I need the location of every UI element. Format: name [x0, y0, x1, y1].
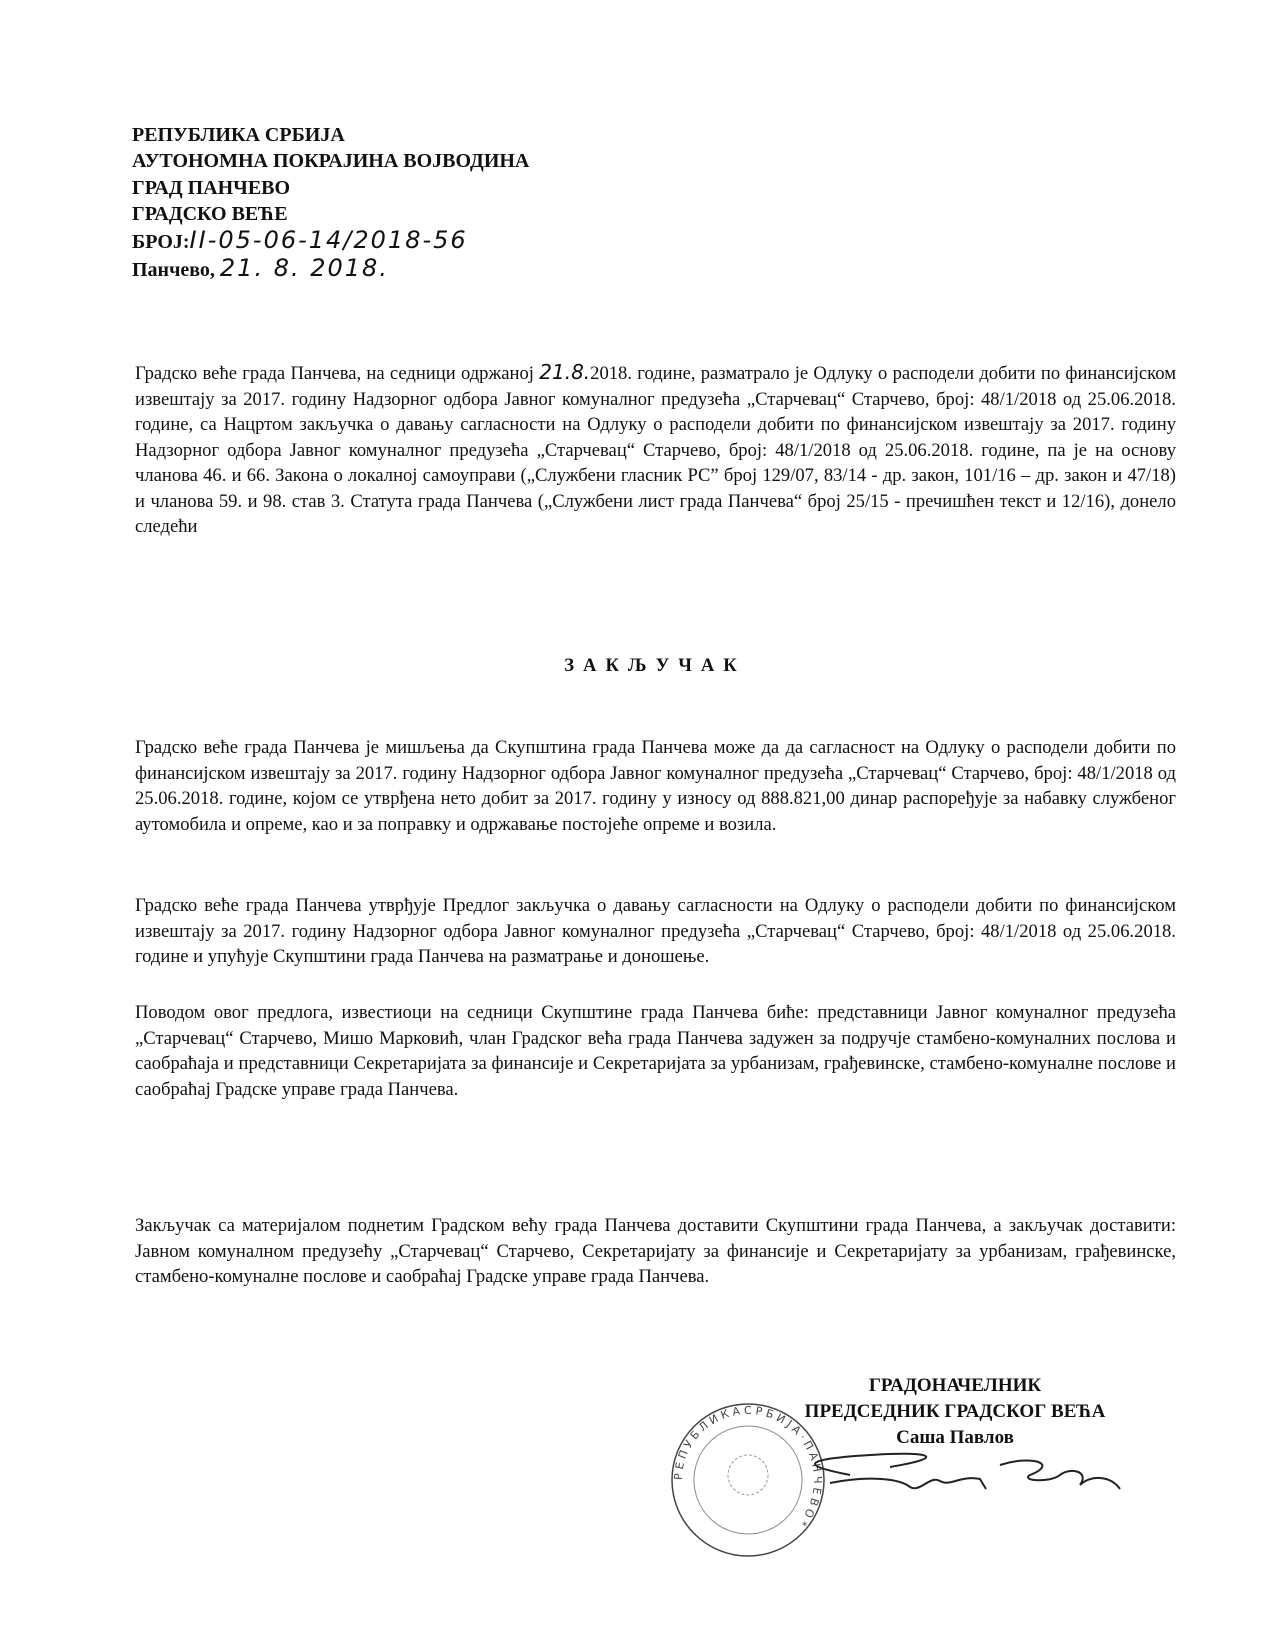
signer-title-mayor: ГРАДОНАЧЕЛНИК — [868, 1375, 1042, 1396]
conclusion-paragraph-2: Градско веће града Панчева утврђује Предлог закључка о давању сагласности на Одлуку о расподели добити по финансијском извештају за 2017. годину Надзорног одбора Јавног комуналног предузећа „Старчевац“ Старчево, број: 48/1/2018 од 25.06.2018. године и упућује Скупштини града Панчева на разматрање и доношење. — [135, 895, 1176, 967]
document-title: ЗАКЉУЧАК — [564, 655, 746, 676]
header-province: АУТОНОМНА ПОКРАЈИНА ВОЈВОДИНА — [132, 150, 530, 173]
header-number — [132, 227, 529, 255]
signature-block — [760, 1373, 1150, 1451]
intro-handwritten-date: 21.8. — [539, 360, 591, 384]
place-label: Панчево, — [132, 259, 215, 282]
date-value-handwritten: 21. 8. 2018. — [219, 254, 389, 283]
header-place-date — [132, 255, 529, 283]
conclusion-paragraph-4: Закључак са материјалом поднетим Градском већу града Панчева доставити Скупштини града Панчева, а закључак доставити: Јавном комуналном предузећу „Старчевац“ Старчево, Секретаријату за финансије и Секретаријату за урбанизам, грађевинске, стамбено-комуналне послове и саобраћај Градске управе града Панчева. — [135, 1215, 1176, 1287]
intro-text-1: Градско веће града Панчева, на седници одржаној — [135, 363, 540, 384]
conclusion-paragraph-1: Градско веће града Панчева је мишљења да Скупштина града Панчева може да да сагласност на Одлуку о расподели добити по финансијском извештају за 2017. годину Надзорног одбора Јавног комуналног предузећа „Старчевац“ Старчево, број: 48/1/2018 од 25.06.2018. године, којом се утврђена нето добит за 2017. годину у износу од 888.821,00 динар распоређује за набавку службеног аутомобила и опреме, као и за поправку и одржавање постојеће опреме и возила. — [135, 737, 1176, 835]
signer-name: Саша Павлов — [896, 1427, 1014, 1448]
intro-text-2: 2018. године, разматрало је Одлуку о расподели добити по финансијском извештају за 2017. годину Надзорног одбора Јавног комуналног предузећа „Старчевац“ Старчево, број: 48/1/2018 од 25.06.2018. године, са Нацртом закључка о давању сагласности на Одлуку о расподели добити по финансијском извештају за 2017. годину Надзорног одбора Јавног комуналног предузећа „Старчевац“ Старчево, број: 48/1/2018 од 25.06.2018. године, па је на основу чланова 46. и 66. Закона о локалној самоуправи („Службени гласник РС” број 129/07, 83/14 - др. закон, 101/16 – др. закон и 47/18) и чланова 59. и 98. став 3. Статута града Панчева („Службени лист града Панчева“ број 25/15 - пречишћен текст и 12/16), донело следећи — [135, 363, 1176, 537]
conclusion-paragraph-3: Поводом овог предлога, известиоци на седници Скупштине града Панчева биће: представници Јавног комуналног предузећа „Старчевац“ Старчево, Мишо Марковић, члан Градског већа града Панчева задужен за подручје стамбено-комуналних послова и саобраћаја и представници Секретаријата за финансије и Секретаријата за урбанизам, грађевинске, стамбено-комуналне послове и саобраћај Градске управе града Панчева. — [135, 1002, 1176, 1100]
svg-text:Р Е П У Б Л И К А С Р Б И Ј А: Р Е П У Б Л И К А С Р Б И Ј А · П А Н Ч Е В О * — [671, 1403, 825, 1529]
header-council: ГРАДСКО ВЕЋЕ — [132, 202, 288, 225]
intro-paragraph — [135, 360, 1176, 540]
handwritten-signature — [790, 1445, 1130, 1505]
header-republic: РЕПУБЛИКА СРБИЈА — [132, 124, 345, 146]
number-value-handwritten: II-05-06-14/2018-56 — [189, 226, 468, 255]
signer-title-president: ПРЕДСЕДНИК ГРАДСКОГ ВЕЋА — [804, 1401, 1106, 1422]
header-city: ГРАД ПАНЧЕВО — [132, 176, 291, 199]
number-label: БРОЈ: — [132, 231, 190, 254]
document-header — [132, 122, 529, 284]
